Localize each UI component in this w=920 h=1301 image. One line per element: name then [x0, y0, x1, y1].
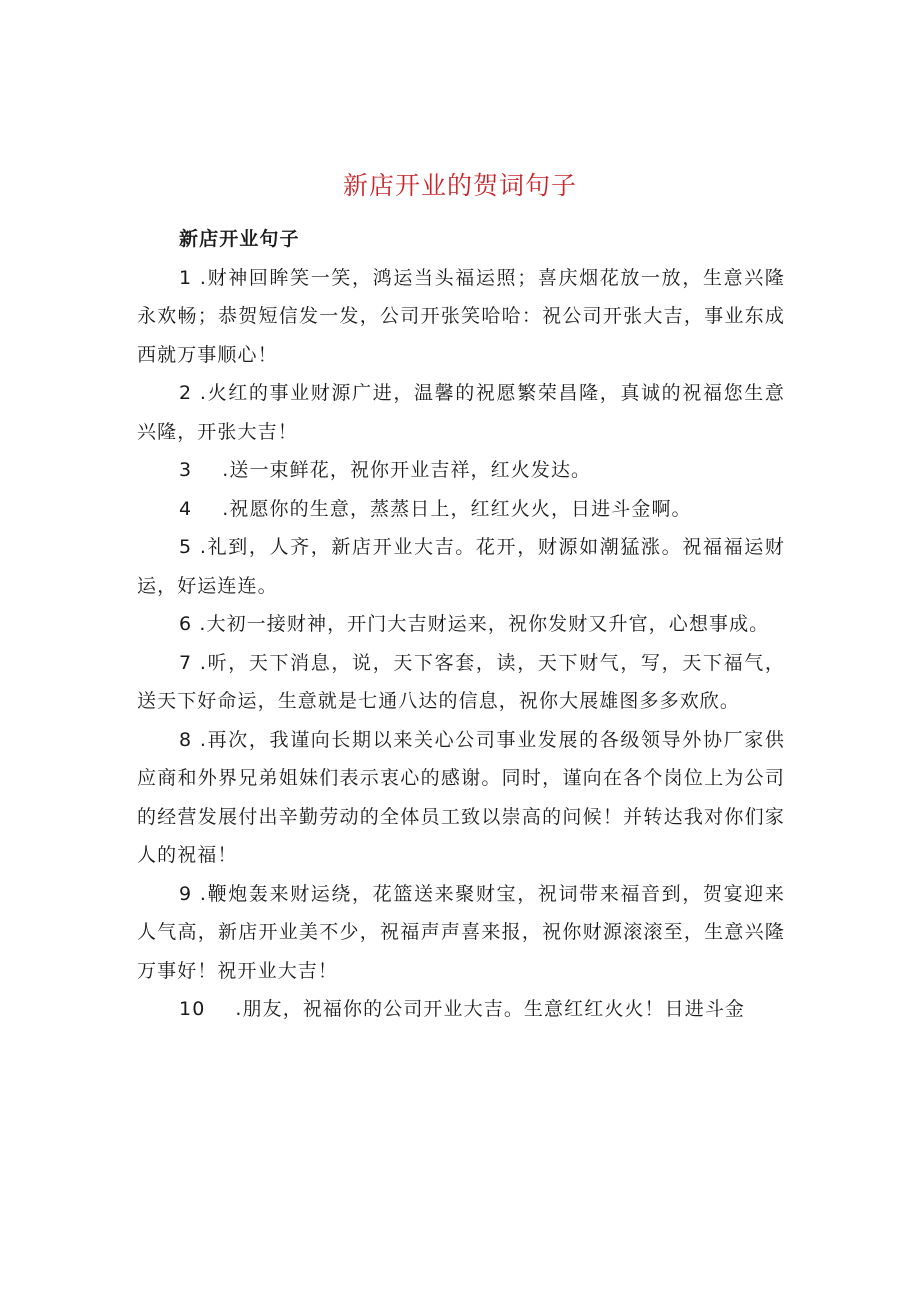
list-item	[137, 490, 785, 529]
item-text: .火红的事业财源广进，温馨的祝愿繁荣昌隆，真诚的祝福您生意兴隆，开张大吉！	[137, 382, 785, 443]
item-number: 8	[179, 728, 193, 751]
item-text: .大初一接财神，开门大吉财运来，祝你发财又升官，心想事成。	[199, 613, 770, 635]
item-number: 10	[179, 998, 206, 1020]
item-text: .鞭炮轰来财运绕，花篮送来聚财宝，祝词带来福音到，贺宴迎来人气高，新店开业美不少，祝福声声喜来报，祝你财源滚滚至，生意兴隆万事好！祝开业大吉！	[137, 882, 785, 982]
list-item	[137, 374, 785, 451]
item-text: .祝愿你的生意，蒸蒸日上，红红火火，日进斗金啊。	[222, 497, 692, 520]
list-item	[137, 721, 785, 875]
item-text: .财神回眸笑一笑，鸿运当头福运照；喜庆烟花放一放，生意兴隆永欢畅；恭贺短信发一发，公司开张笑哈哈：祝公司开张大吉，事业东成西就万事顺心！	[137, 266, 785, 366]
item-number: 2	[179, 382, 193, 404]
list-item	[137, 644, 785, 721]
item-text: .送一束鲜花，祝你开业吉祥，红火发达。	[222, 459, 592, 481]
item-number: 1	[179, 266, 193, 289]
list-item	[137, 528, 785, 605]
item-text: .再次，我谨向长期以来关心公司事业发展的各级领导外协厂家供应商和外界兄弟姐妹们表示衷心的感谢。同时，谨向在各个岗位上为公司的经营发展付出辛勤劳动的全体员工致以崇高的问候！并转达我对你们家人的祝福！	[137, 728, 785, 866]
list-item	[137, 451, 785, 490]
item-number: 4	[179, 497, 193, 520]
document-title: 新店开业的贺词句子	[342, 171, 577, 200]
list-item	[137, 605, 785, 644]
document-body	[137, 220, 785, 1029]
item-number: 6	[179, 613, 193, 635]
list-item	[137, 990, 785, 1029]
item-number: 7	[179, 651, 193, 674]
item-number: 5	[179, 536, 193, 558]
list-item	[137, 875, 785, 991]
list-item	[137, 259, 785, 375]
section-heading: 新店开业句子	[179, 228, 300, 250]
item-number: 9	[179, 882, 193, 905]
item-text: .听，天下消息，说，天下客套，读，天下财气，写，天下福气，送天下好命运，生意就是七通八达的信息，祝你大展雄图多多欢欣。	[137, 651, 785, 712]
item-text: .朋友，祝福你的公司开业大吉。生意红红火火！日进斗金	[235, 998, 746, 1020]
item-text: .礼到，人齐，新店开业大吉。花开，财源如潮猛涨。祝福福运财运，好运连连。	[137, 536, 785, 597]
item-number: 3	[179, 459, 193, 481]
